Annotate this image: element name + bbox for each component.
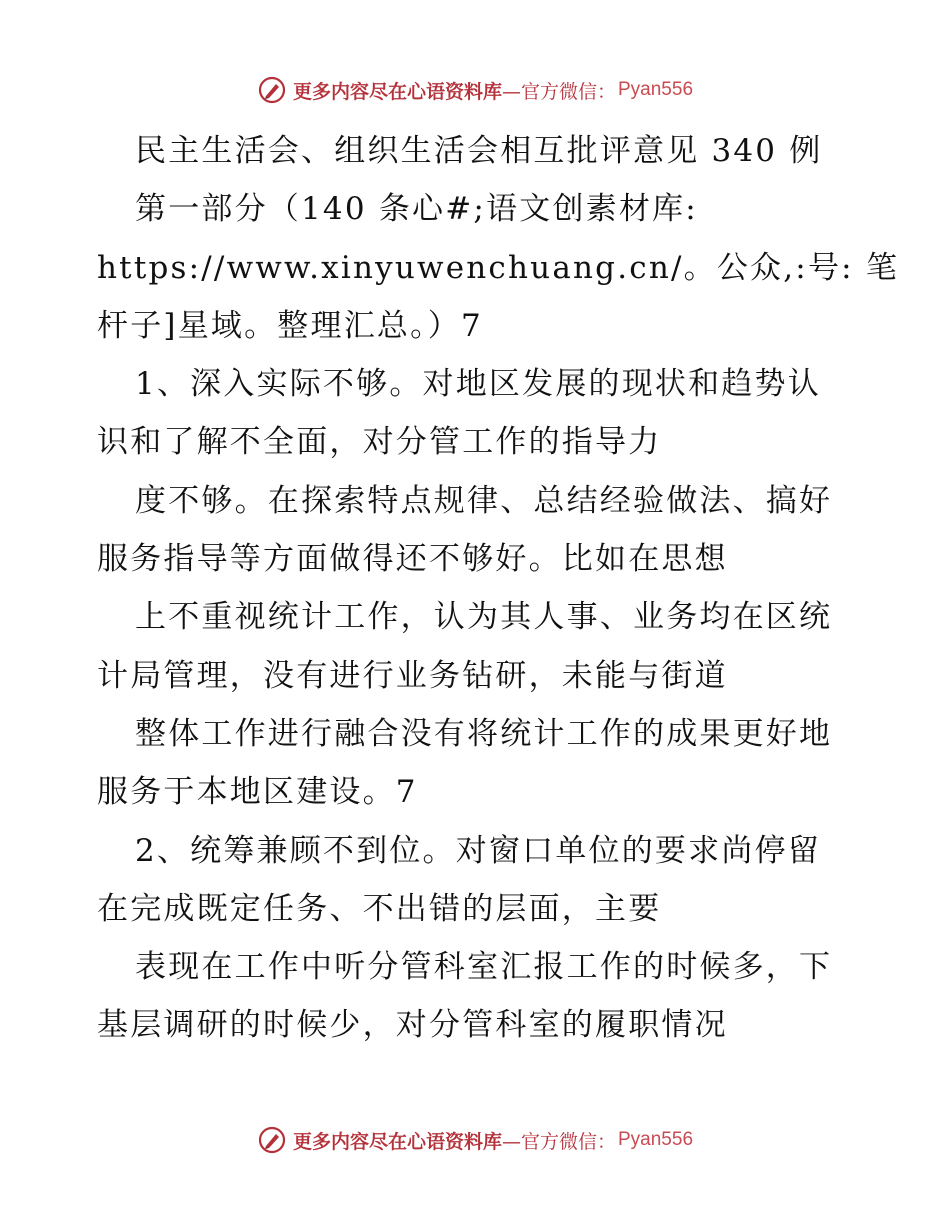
- banner-main-text: 更多内容尽在心语资料库: [292, 80, 502, 103]
- document-body: [97, 122, 900, 1055]
- text-line: 杆子]星域。整理汇总。）7: [97, 307, 483, 344]
- banner-main-text: 更多内容尽在心语资料库: [292, 1130, 502, 1153]
- banner-wechat-id: Pyan556: [618, 79, 694, 100]
- banner-sub-text: —官方微信：: [501, 80, 616, 103]
- text-line: 度不够。在探索特点规律、总结经验做法、搞好: [135, 482, 833, 519]
- text-line: 整体工作进行融合没有将统计工作的成果更好地: [135, 715, 833, 752]
- banner-wechat-id: Pyan556: [618, 1129, 694, 1150]
- pen-logo-icon: [257, 1125, 287, 1155]
- text-line: 计局管理，没有进行业务钻研，未能与街道: [97, 657, 728, 694]
- header-watermark: [0, 70, 950, 110]
- text-line: 上不重视统计工作，认为其人事、业务均在区统: [135, 599, 833, 636]
- text-line: https://www.xinyuwenchuang.cn/。公众,:号: 笔: [97, 249, 900, 286]
- text-line: 识和了解不全面，对分管工作的指导力: [97, 424, 662, 461]
- section-heading: 第一部分（140 条心#;语文创素材库:: [135, 191, 698, 228]
- text-line: 在完成既定任务、不出错的层面，主要: [97, 890, 662, 927]
- footer-watermark: [0, 1120, 950, 1160]
- text-line: 1、深入实际不够。对地区发展的现状和趋势认: [135, 366, 821, 403]
- document-title: 民主生活会、组织生活会相互批评意见 340 例: [135, 133, 823, 169]
- text-line: 服务于本地区建设。7: [97, 774, 418, 811]
- text-line: 表现在工作中听分管科室汇报工作的时候多，下: [135, 949, 833, 986]
- pen-logo-icon: [257, 75, 287, 105]
- banner-sub-text: —官方微信：: [501, 1130, 616, 1153]
- text-line: 2、统筹兼顾不到位。对窗口单位的要求尚停留: [135, 832, 821, 869]
- text-line: 服务指导等方面做得还不够好。比如在思想: [97, 541, 728, 578]
- text-line: 基层调研的时候少，对分管科室的履职情况: [97, 1007, 728, 1044]
